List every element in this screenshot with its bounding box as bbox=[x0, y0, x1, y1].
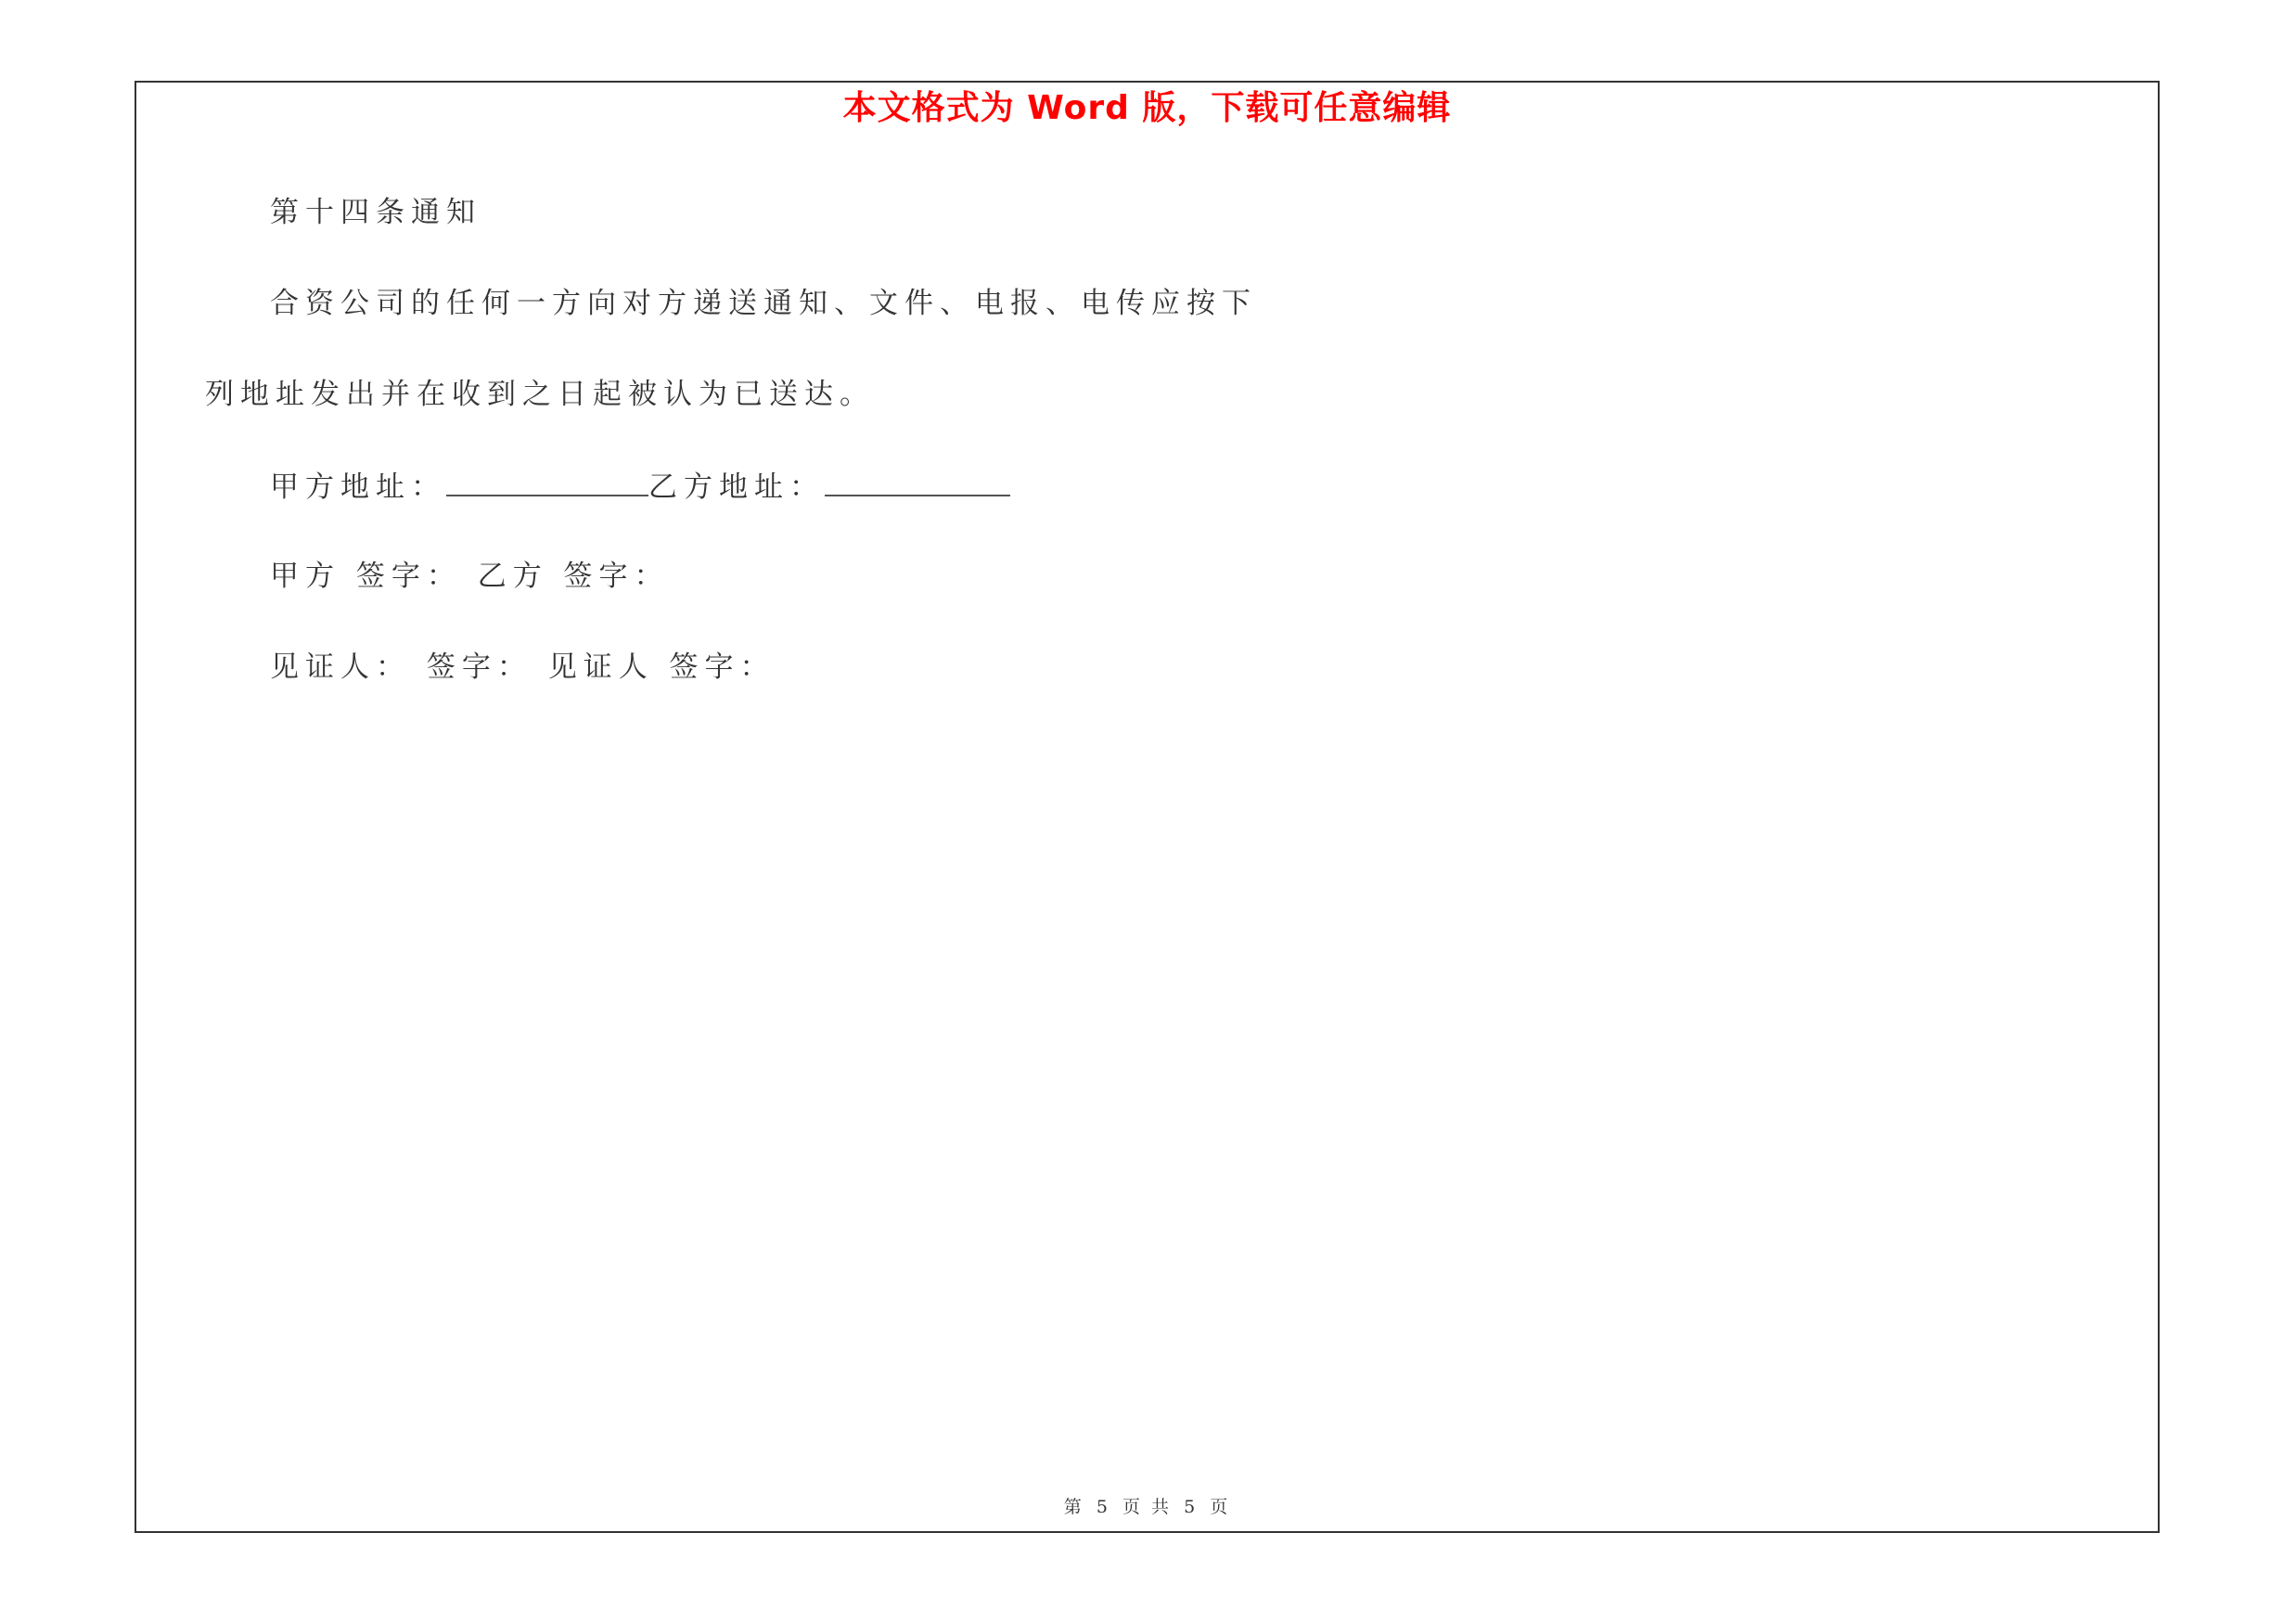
footer-prefix: 第 bbox=[1063, 1497, 1084, 1517]
document-page bbox=[135, 81, 2160, 1533]
party-a-address-blank bbox=[446, 467, 648, 496]
footer-current-page: 5 bbox=[1096, 1497, 1110, 1517]
article-title: 第十四条通知 bbox=[270, 196, 481, 229]
page-footer bbox=[136, 1493, 2158, 1518]
footer-mid: 页 共 bbox=[1122, 1497, 1173, 1517]
address-line bbox=[270, 467, 1010, 506]
party-a-address-label: 甲方地址： bbox=[270, 470, 446, 504]
witness-line: 见证人： 签字： 见证人 签字： bbox=[270, 650, 776, 684]
party-b-address-blank bbox=[825, 467, 1010, 496]
word-format-banner: 本文格式为 Word 版，下载可任意编辑 bbox=[842, 89, 1452, 127]
party-b-address-label: 乙方地址： bbox=[648, 470, 825, 504]
paragraph-line-2: 列地址发出并在收到之日起被认为已送达。 bbox=[205, 378, 875, 411]
footer-total-pages: 5 bbox=[1184, 1497, 1199, 1517]
footer-suffix: 页 bbox=[1210, 1497, 1231, 1517]
signature-line: 甲方 签字： 乙方 签字： bbox=[270, 560, 670, 593]
paragraph-line-1: 合资公司的任何一方向对方递送通知、文件、电报、电传应按下 bbox=[270, 287, 1257, 320]
